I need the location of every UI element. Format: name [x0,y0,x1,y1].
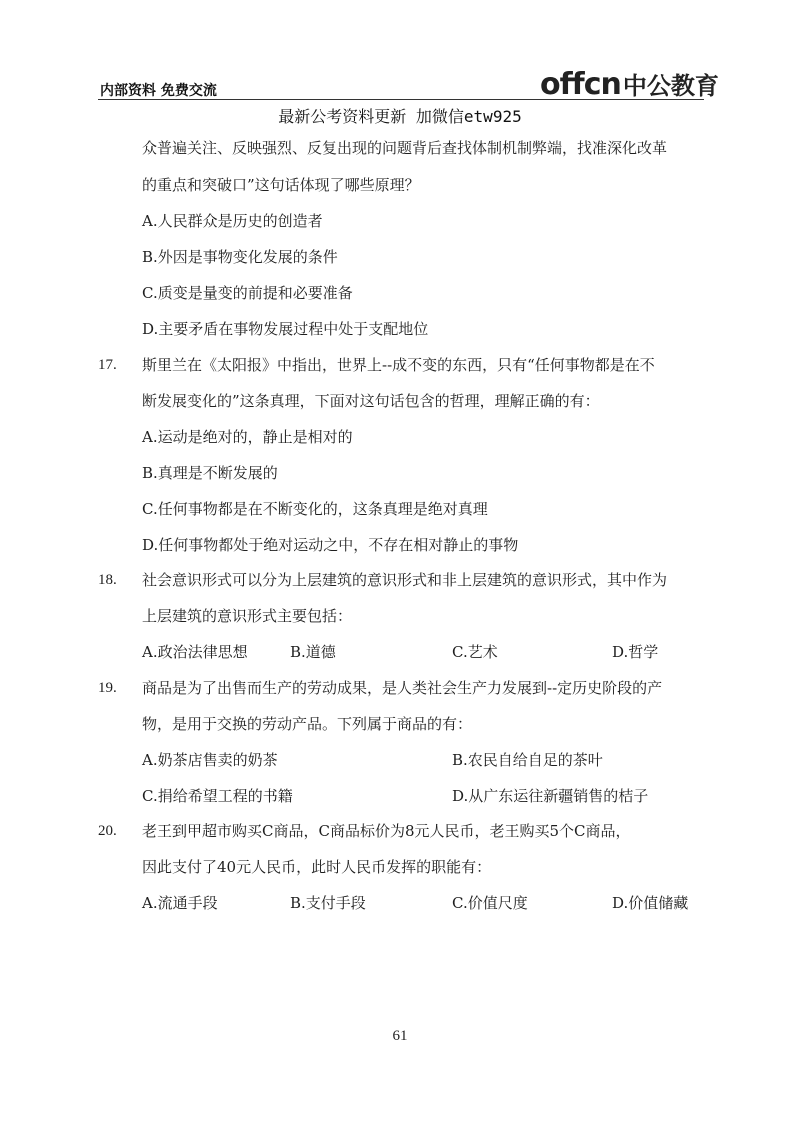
logo-chinese-text: 中公教育 [622,72,719,100]
option-a: A.政治法律思想 [142,643,248,661]
option-a: A.流通手段 [142,894,218,912]
question-number: 19. [98,680,117,696]
option-c: C.质变是量变的前提和必要准备 [142,284,353,302]
question-number: 17. [98,357,117,373]
option-b: B.外因是事物变化发展的条件 [142,248,338,266]
option-d: D.任何事物都处于绝对运动之中，不存在相对静止的事物 [142,536,519,554]
option-a: A.运动是绝对的，静止是相对的 [142,428,353,446]
option-b: B.真理是不断发展的 [142,464,278,482]
option-c: C.价值尺度 [452,894,528,912]
option-c: C.艺术 [452,643,498,661]
question-text-line: 商品是为了出售而生产的劳动成果，是人类社会生产力发展到--定历史阶段的产 [142,679,663,697]
question-number: 18. [98,572,117,588]
question-text-line: 老王到甲超市购买C商品，C商品标价为8元人民币，老王购买5个C商品， [142,822,631,840]
question-text-line: 上层建筑的意识形式主要包括： [142,607,353,625]
page-number: 61 [392,1028,408,1044]
header-divider [98,99,704,100]
option-b: B.道德 [290,643,336,661]
option-b: B.支付手段 [290,894,366,912]
offcn-logo [540,66,719,100]
question-text-line: 众普遍关注、反映强烈、反复出现的问题背后查找体制机制弊端，找准深化改革 [142,139,668,157]
option-a: A.人民群众是历史的创造者 [142,212,323,230]
wechat-note: 最新公考资料更新 加微信etw925 [278,107,522,126]
question-text-line: 社会意识形式可以分为上层建筑的意识形式和非上层建筑的意识形式，其中作为 [142,571,668,589]
option-d: D.价值储藏 [612,894,689,912]
option-a: A.奶茶店售卖的奶茶 [142,751,278,769]
question-text-line: 断发展变化的”这条真理，下面对这句话包含的哲理，理解正确的有： [142,392,600,410]
question-text-line: 因此支付了40元人民币，此时人民币发挥的职能有： [142,858,492,876]
question-text-line: 的重点和突破口”这句话体现了哪些原理？ [142,176,420,194]
option-c: C.任何事物都是在不断变化的，这条真理是绝对真理 [142,500,488,518]
logo-latin-text: offcn [540,67,621,102]
option-d: D.主要矛盾在事物发展过程中处于支配地位 [142,320,429,338]
header-left-text: 内部资料 免费交流 [100,83,217,99]
question-number: 20. [98,823,117,839]
option-d: D.哲学 [612,643,659,661]
question-text-line: 斯里兰在《太阳报》中指出，世界上--成不变的东西，只有“任何事物都是在不 [142,356,655,374]
question-text-line: 物，是用于交换的劳动产品。下列属于商品的有： [142,715,473,733]
option-d: D.从广东运往新疆销售的桔子 [452,787,649,805]
option-c: C.捐给希望工程的书籍 [142,787,293,805]
option-b: B.农民自给自足的茶叶 [452,751,603,769]
